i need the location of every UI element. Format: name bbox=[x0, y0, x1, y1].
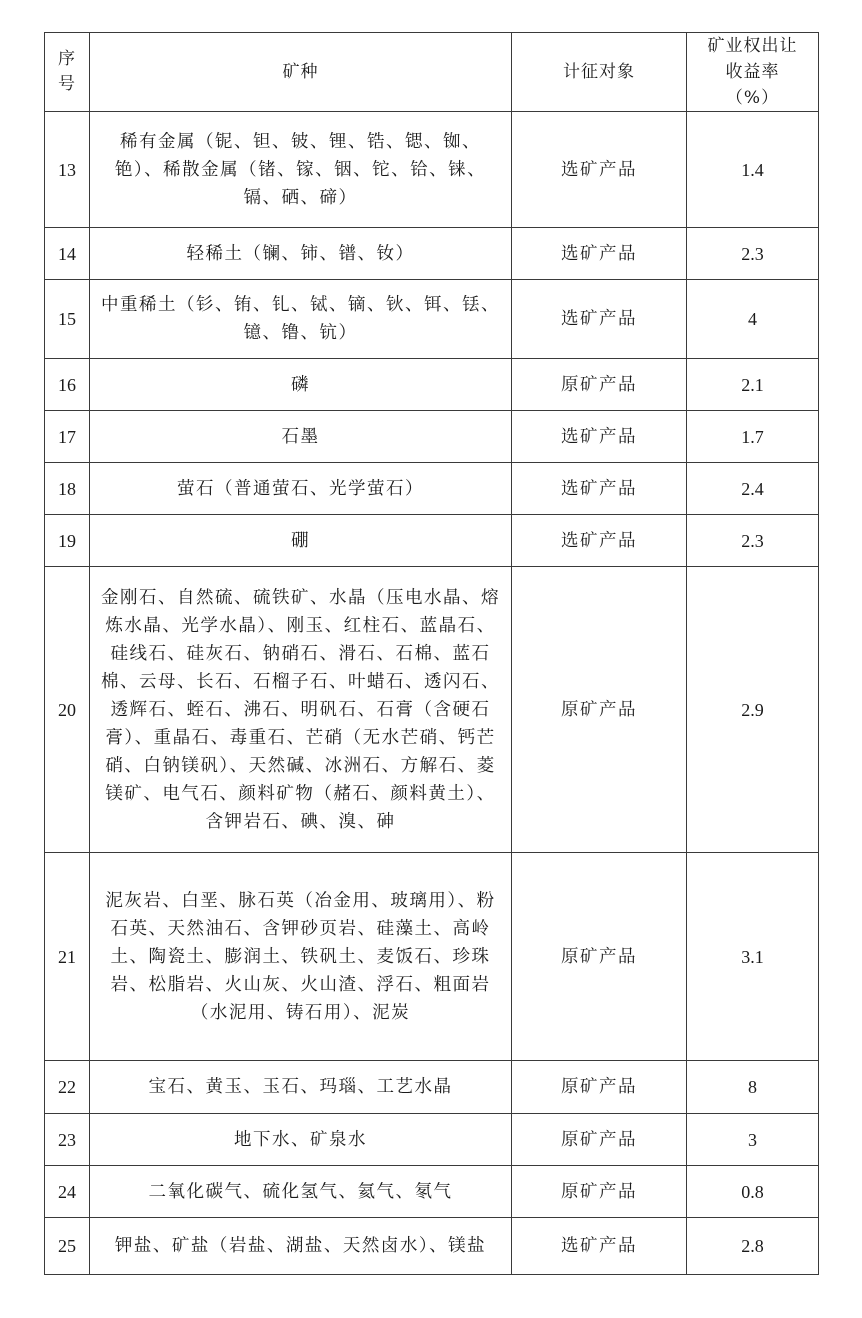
row-mineral: 轻稀土（镧、铈、镨、钕） bbox=[90, 228, 512, 280]
row-serial-no: 17 bbox=[45, 411, 90, 463]
row-serial-no: 16 bbox=[45, 359, 90, 411]
table-row bbox=[45, 853, 819, 1061]
table-row bbox=[45, 463, 819, 515]
row-serial-no: 23 bbox=[45, 1114, 90, 1166]
row-mineral: 泥灰岩、白垩、脉石英（冶金用、玻璃用）、粉石英、天然油石、含钾砂页岩、硅藻土、高岭土、陶瓷土、膨润土、铁矾土、麦饭石、珍珠岩、松脂岩、火山灰、火山渣、浮石、粗面岩（水泥用、铸石用）、泥炭 bbox=[90, 853, 512, 1061]
row-rate: 2.1 bbox=[687, 359, 819, 411]
row-serial-no: 24 bbox=[45, 1166, 90, 1218]
row-rate: 1.7 bbox=[687, 411, 819, 463]
table-row bbox=[45, 1166, 819, 1218]
row-basis: 原矿产品 bbox=[512, 1166, 687, 1218]
row-serial-no: 15 bbox=[45, 280, 90, 359]
row-rate: 2.3 bbox=[687, 228, 819, 280]
row-mineral: 中重稀土（钐、铕、钆、铽、镝、钬、铒、铥、镱、镥、钪） bbox=[90, 280, 512, 359]
table-row bbox=[45, 112, 819, 228]
row-mineral: 二氧化碳气、硫化氢气、氦气、氡气 bbox=[90, 1166, 512, 1218]
header-mineral: 矿种 bbox=[90, 33, 512, 112]
table-row bbox=[45, 1218, 819, 1275]
row-basis: 原矿产品 bbox=[512, 567, 687, 853]
row-rate: 3 bbox=[687, 1114, 819, 1166]
header-serial-no bbox=[45, 33, 90, 112]
header-basis: 计征对象 bbox=[512, 33, 687, 112]
row-serial-no: 25 bbox=[45, 1218, 90, 1275]
header-rate-label: 矿业权出让收益率（%） bbox=[707, 36, 798, 108]
table-row bbox=[45, 411, 819, 463]
row-serial-no: 21 bbox=[45, 853, 90, 1061]
row-basis: 选矿产品 bbox=[512, 463, 687, 515]
row-serial-no: 14 bbox=[45, 228, 90, 280]
row-mineral: 石墨 bbox=[90, 411, 512, 463]
row-serial-no: 18 bbox=[45, 463, 90, 515]
row-mineral: 金刚石、自然硫、硫铁矿、水晶（压电水晶、熔炼水晶、光学水晶）、刚玉、红柱石、蓝晶石、硅线石、硅灰石、钠硝石、滑石、石棉、蓝石棉、云母、长石、石榴子石、叶蜡石、透闪石、透辉石、蛭石、沸石、明矾石、石膏（含硬石膏）、重晶石、毒重石、芒硝（无水芒硝、钙芒硝、白钠镁矾）、天然碱、冰洲石、方解石、菱镁矿、电气石、颜料矿物（赭石、颜料黄土）、含钾岩石、碘、溴、砷 bbox=[90, 567, 512, 853]
table-row bbox=[45, 567, 819, 853]
row-basis: 原矿产品 bbox=[512, 853, 687, 1061]
row-basis: 选矿产品 bbox=[512, 280, 687, 359]
row-rate: 2.4 bbox=[687, 463, 819, 515]
row-basis: 原矿产品 bbox=[512, 359, 687, 411]
header-serial-no-label: 序号 bbox=[58, 49, 76, 94]
table-row bbox=[45, 1061, 819, 1114]
row-serial-no: 20 bbox=[45, 567, 90, 853]
row-mineral: 硼 bbox=[90, 515, 512, 567]
table-header-row bbox=[45, 33, 819, 112]
table-body bbox=[45, 112, 819, 1275]
table-row bbox=[45, 228, 819, 280]
row-rate: 2.3 bbox=[687, 515, 819, 567]
row-rate: 2.9 bbox=[687, 567, 819, 853]
row-basis: 选矿产品 bbox=[512, 1218, 687, 1275]
row-mineral: 宝石、黄玉、玉石、玛瑙、工艺水晶 bbox=[90, 1061, 512, 1114]
row-serial-no: 22 bbox=[45, 1061, 90, 1114]
row-basis: 选矿产品 bbox=[512, 515, 687, 567]
row-basis: 选矿产品 bbox=[512, 228, 687, 280]
row-mineral: 磷 bbox=[90, 359, 512, 411]
row-mineral: 钾盐、矿盐（岩盐、湖盐、天然卤水）、镁盐 bbox=[90, 1218, 512, 1275]
row-basis: 选矿产品 bbox=[512, 411, 687, 463]
row-rate: 2.8 bbox=[687, 1218, 819, 1275]
row-rate: 1.4 bbox=[687, 112, 819, 228]
table-row bbox=[45, 1114, 819, 1166]
row-rate: 3.1 bbox=[687, 853, 819, 1061]
header-rate bbox=[687, 33, 819, 112]
row-basis: 原矿产品 bbox=[512, 1114, 687, 1166]
mineral-rate-table bbox=[44, 32, 819, 1275]
row-mineral: 地下水、矿泉水 bbox=[90, 1114, 512, 1166]
row-rate: 8 bbox=[687, 1061, 819, 1114]
row-mineral: 稀有金属（铌、钽、铍、锂、锆、锶、铷、铯）、稀散金属（锗、镓、铟、铊、铪、铼、镉、硒、碲） bbox=[90, 112, 512, 228]
row-basis: 原矿产品 bbox=[512, 1061, 687, 1114]
row-serial-no: 13 bbox=[45, 112, 90, 228]
row-rate: 0.8 bbox=[687, 1166, 819, 1218]
row-mineral: 萤石（普通萤石、光学萤石） bbox=[90, 463, 512, 515]
table-row bbox=[45, 359, 819, 411]
table-row bbox=[45, 515, 819, 567]
row-rate: 4 bbox=[687, 280, 819, 359]
row-basis: 选矿产品 bbox=[512, 112, 687, 228]
row-serial-no: 19 bbox=[45, 515, 90, 567]
table-row bbox=[45, 280, 819, 359]
